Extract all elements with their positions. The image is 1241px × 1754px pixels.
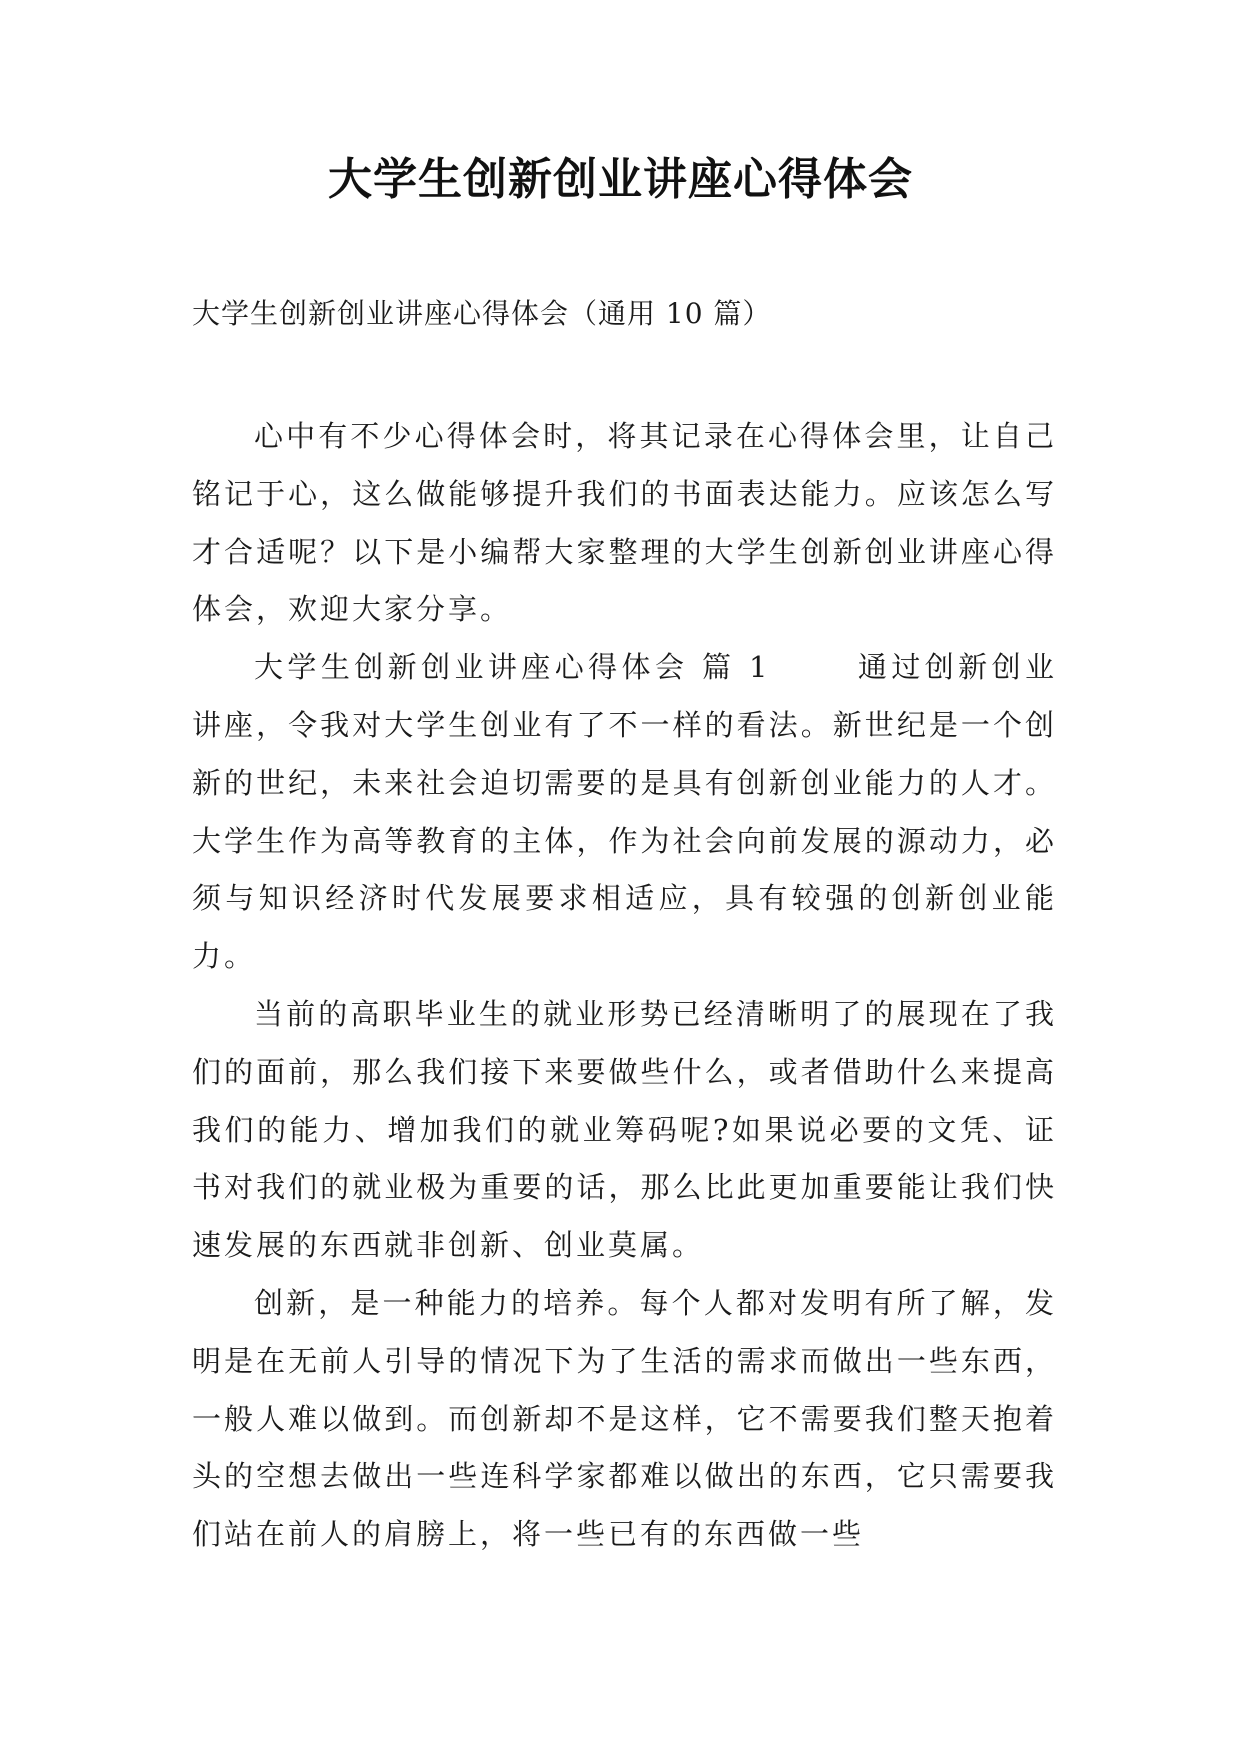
paragraph-2: 当前的高职毕业生的就业形势已经清晰明了的展现在了我们的面前，那么我们接下来要做些什么，或者借助什么来提高我们的能力、增加我们的就业筹码呢?如果说必要的文凭、证书对我们的就业极为重要的话，那么比此更加重要能让我们快速发展的东西就非创新、创业莫属。 (192, 996, 1057, 1263)
document-title: 大学生创新创业讲座心得体会 (328, 154, 913, 205)
intro-paragraph: 心中有不少心得体会时，将其记录在心得体会里，让自己铭记于心，这么做能够提升我们的书面表达能力。应该怎么写才合适呢？以下是小编帮大家整理的大学生创新创业讲座心得体会，欢迎大家分享。 (192, 419, 1057, 627)
section-1-paragraph (192, 639, 1057, 986)
section-1-heading: 大学生创新创业讲座心得体会 篇 1 (254, 650, 771, 685)
document-body (192, 408, 1057, 1564)
document-subtitle: 大学生创新创业讲座心得体会（通用 10 篇） (192, 297, 772, 330)
section-1-text: 通过创新创业讲座，令我对大学生创业有了不一样的看法。新世纪是一个创新的世纪，未来社会迫切需要的是具有创新创业能力的人才。大学生作为高等教育的主体，作为社会向前发展的源动力，必须与知识经济时代发展要求相适应，具有较强的创新创业能力。 (192, 650, 1057, 974)
paragraph-3: 创新，是一种能力的培养。每个人都对发明有所了解，发明是在无前人引导的情况下为了生活的需求而做出一些东西，一般人难以做到。而创新却不是这样，它不需要我们整天抱着头的空想去做出一些连科学家都难以做出的东西，它只需要我们站在前人的肩膀上，将一些已有的东西做一些 (192, 1285, 1057, 1552)
